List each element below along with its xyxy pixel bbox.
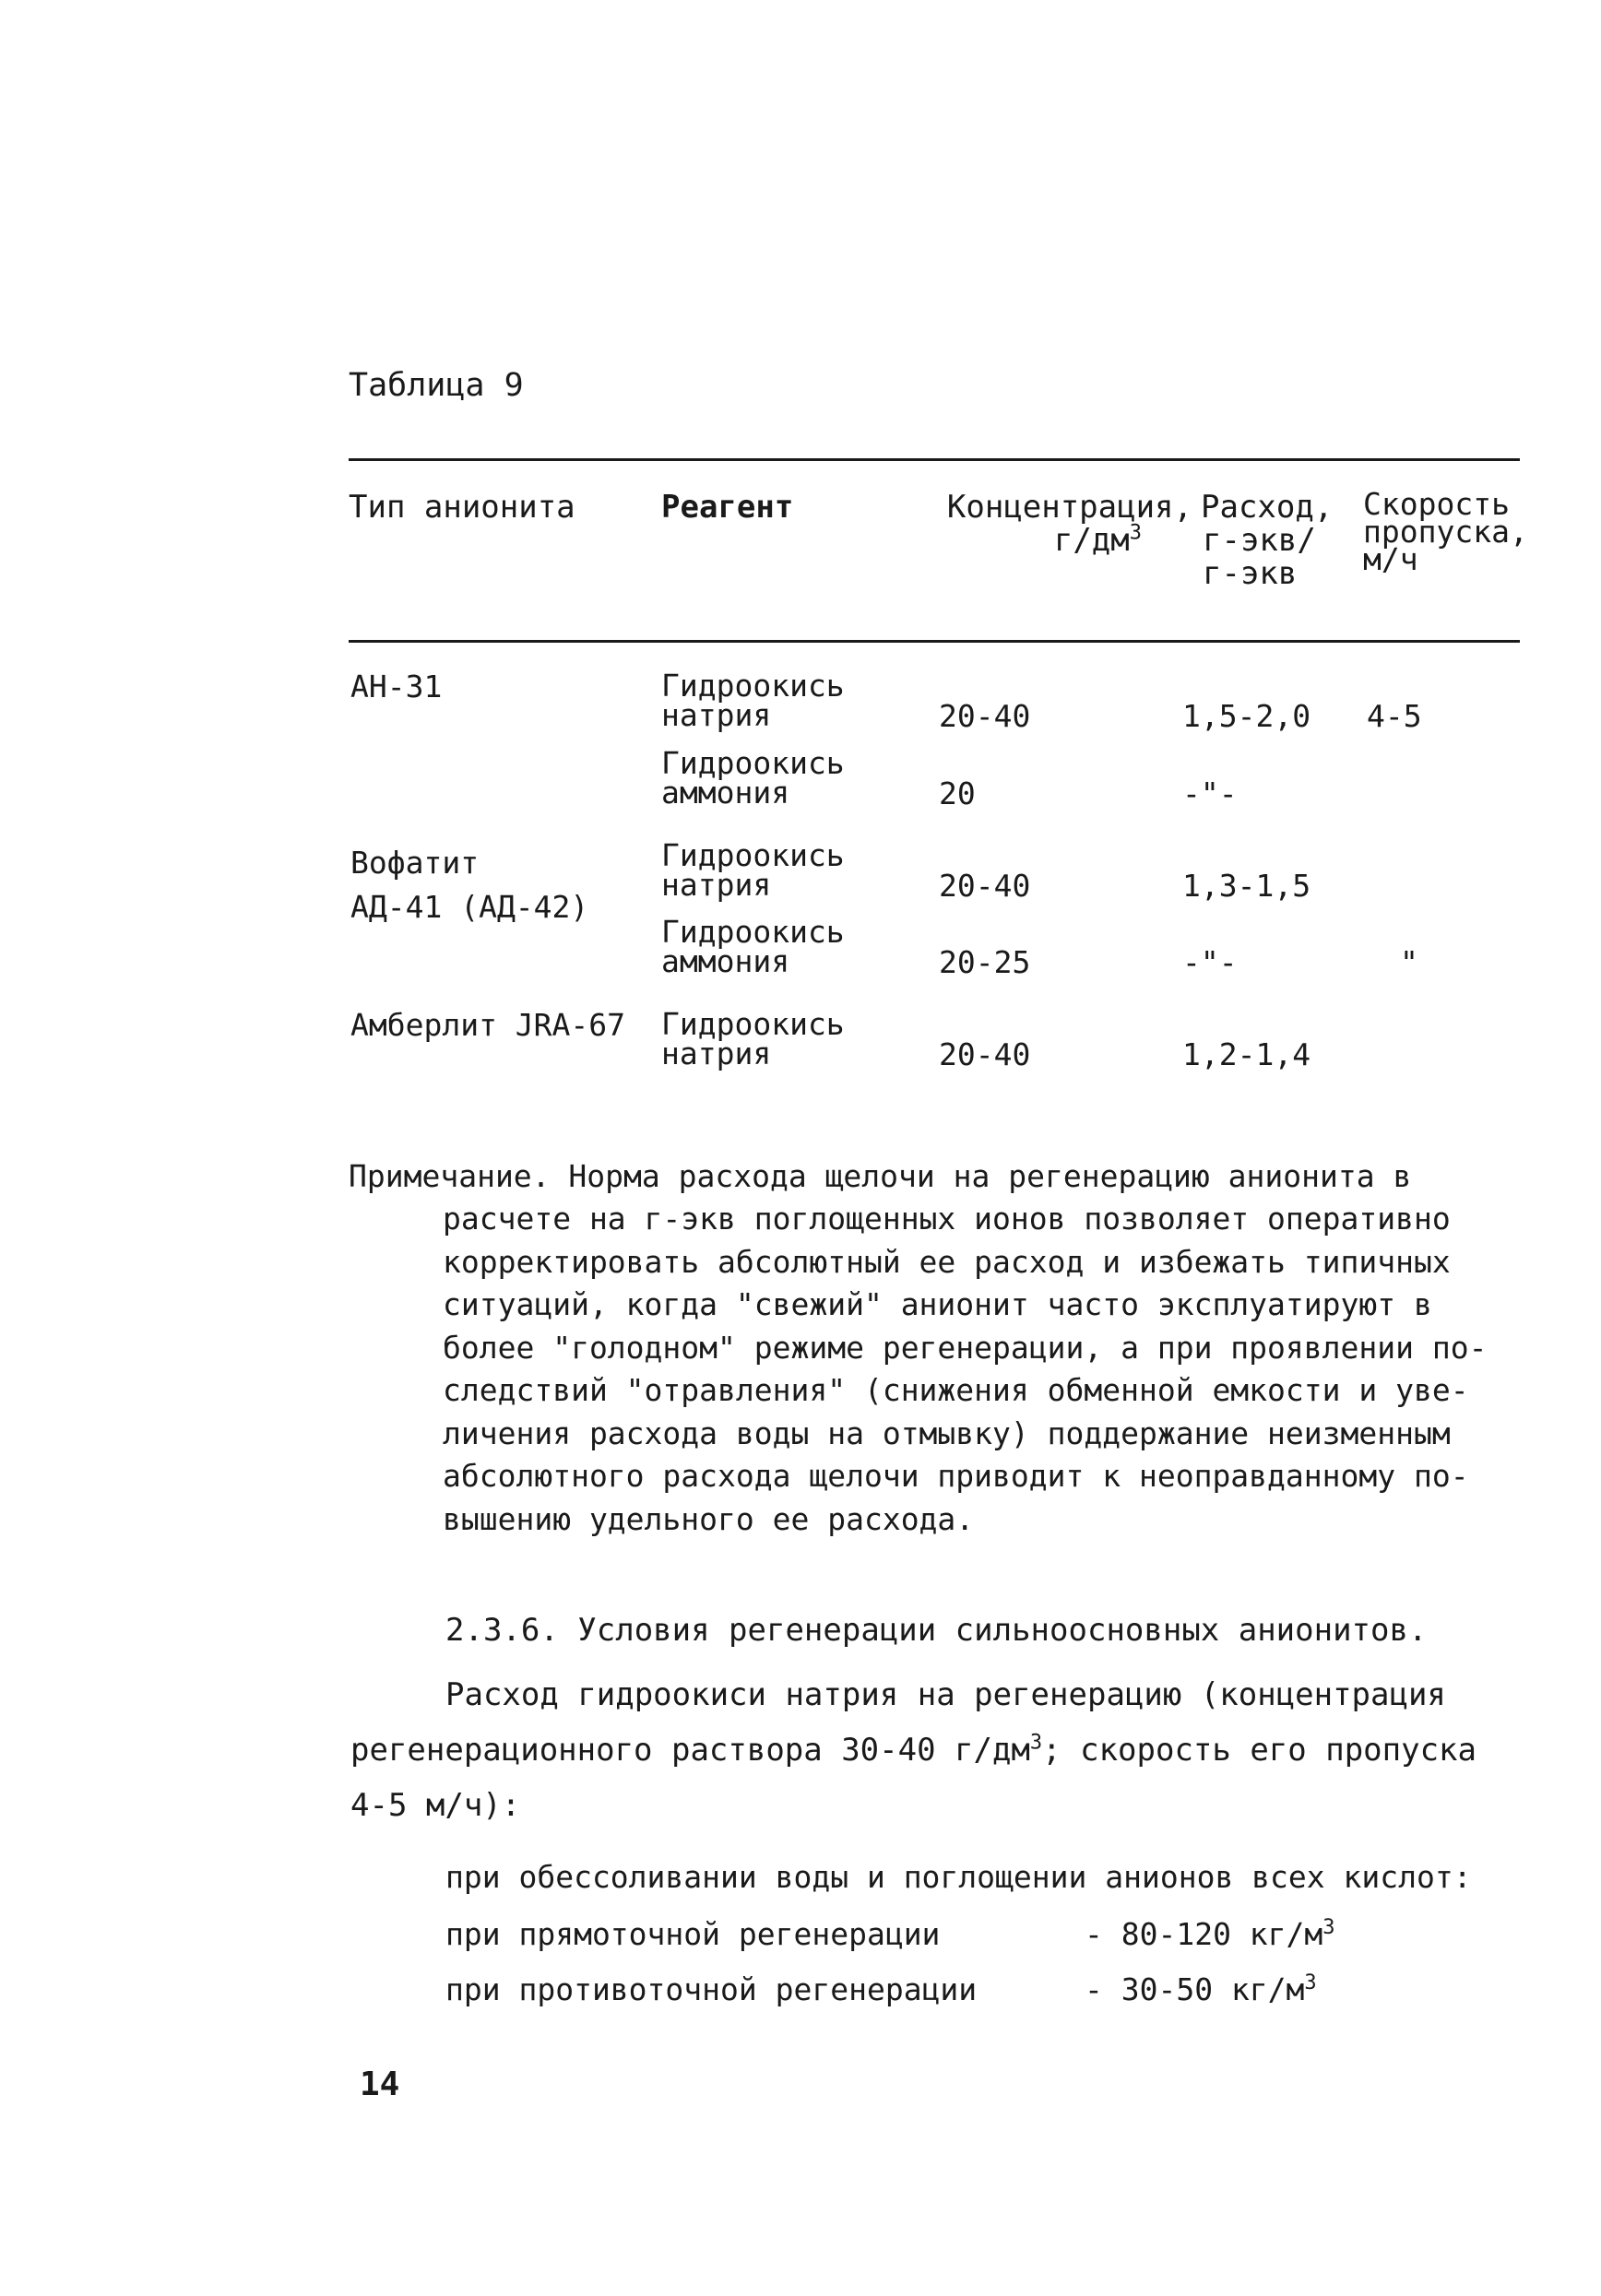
anionite-name: Амберлит JRA-67 [350,1007,626,1043]
col-header-concentration: Концентрация, $г/дм^3$ [946,489,1192,559]
note-label: Примечание. [349,1158,551,1194]
col-header-reagent: Реагент [661,489,794,526]
reagent-cell: Гидроокись натрия [661,668,845,733]
consumption-cell: 1,2-1,4 [1182,1036,1311,1072]
paragraph-line: регенерационного раствора 30-40 $г/дм^3$; скорость его пропуска [350,1731,1476,1769]
anionite-name: Вофатит АД-41 (АД-42) [350,845,589,925]
reagent-cell: Гидроокись аммония [661,745,845,811]
paragraph-line: Расход гидроокиси натрия на регенерацию (концентрация [445,1676,1446,1713]
concentration-cell: 20-40 [939,868,1031,904]
speed-cell: " [1400,944,1418,980]
reagent-cell: Гидроокись натрия [661,837,845,903]
reagent-cell: Гидроокись натрия [661,1006,845,1071]
col-header-consumption: Расход, г-экв/ г-экв [1201,489,1334,592]
list-intro: при обессоливании воды и поглощении анионов всех кислот: [445,1859,1472,1895]
consumption-cell: 1,5-2,0 [1182,698,1311,734]
list-item-value: - 80-120 $кг/м^3$ [1085,1916,1335,1952]
speed-cell: 4-5 [1367,698,1422,734]
list-item-label: при противоточной регенерации [445,1971,978,2007]
note-line: следствий "отравления" (снижения обменной емкости и уве- [443,1372,1469,1408]
page-number: 14 [360,2065,400,2103]
anionite-name: АН-31 [350,669,443,704]
note-line: корректировать абсолютный ее расход и избежать типичных [443,1243,1451,1280]
table-top-rule [349,458,1520,461]
note-line: расчете на г-экв поглощенных ионов позволяет оперативно [443,1201,1451,1237]
consumption-cell: 1,3-1,5 [1182,868,1311,904]
reagent-cell: Гидроокись аммония [661,914,845,979]
col-header-speed: Скорость пропуска, м/ч [1363,486,1528,577]
table-header-rule [349,640,1520,643]
concentration-cell: 20 [939,775,976,811]
consumption-cell: -"- [1182,775,1238,811]
note-line: личения расхода воды на отмывку) поддержание неизменным [443,1414,1451,1451]
note-line: ситуаций, когда "свежий" анионит часто эксплуатируют в [443,1286,1432,1322]
list-item-value: - 30-50 $кг/м^3$ [1085,1971,1317,2007]
table-caption: Таблица 9 [349,367,524,404]
note-first-line [349,1155,1411,1199]
note-body [443,1198,1487,1541]
consumption-cell: -"- [1182,944,1238,980]
section-heading: 2.3.6. Условия регенерации сильноосновных анионитов. [445,1612,1428,1649]
note-line: абсолютного расхода щелочи приводит к неоправданному по- [443,1458,1469,1494]
note-line: вышению удельного ее расхода. [443,1500,975,1537]
note-text: Норма расхода щелочи на регенерацию анионита в [568,1158,1412,1194]
concentration-cell: 20-25 [939,944,1031,980]
col-header-anionite: Тип анионита [349,489,575,526]
concentration-cell: 20-40 [939,1036,1031,1072]
note-line: более "голодном" режиме регенерации, а при проявлении по- [443,1329,1488,1366]
concentration-cell: 20-40 [939,698,1031,734]
list-item-label: при прямоточной регенерации [445,1916,941,1952]
paragraph-line: 4-5 м/ч): [350,1787,521,1824]
